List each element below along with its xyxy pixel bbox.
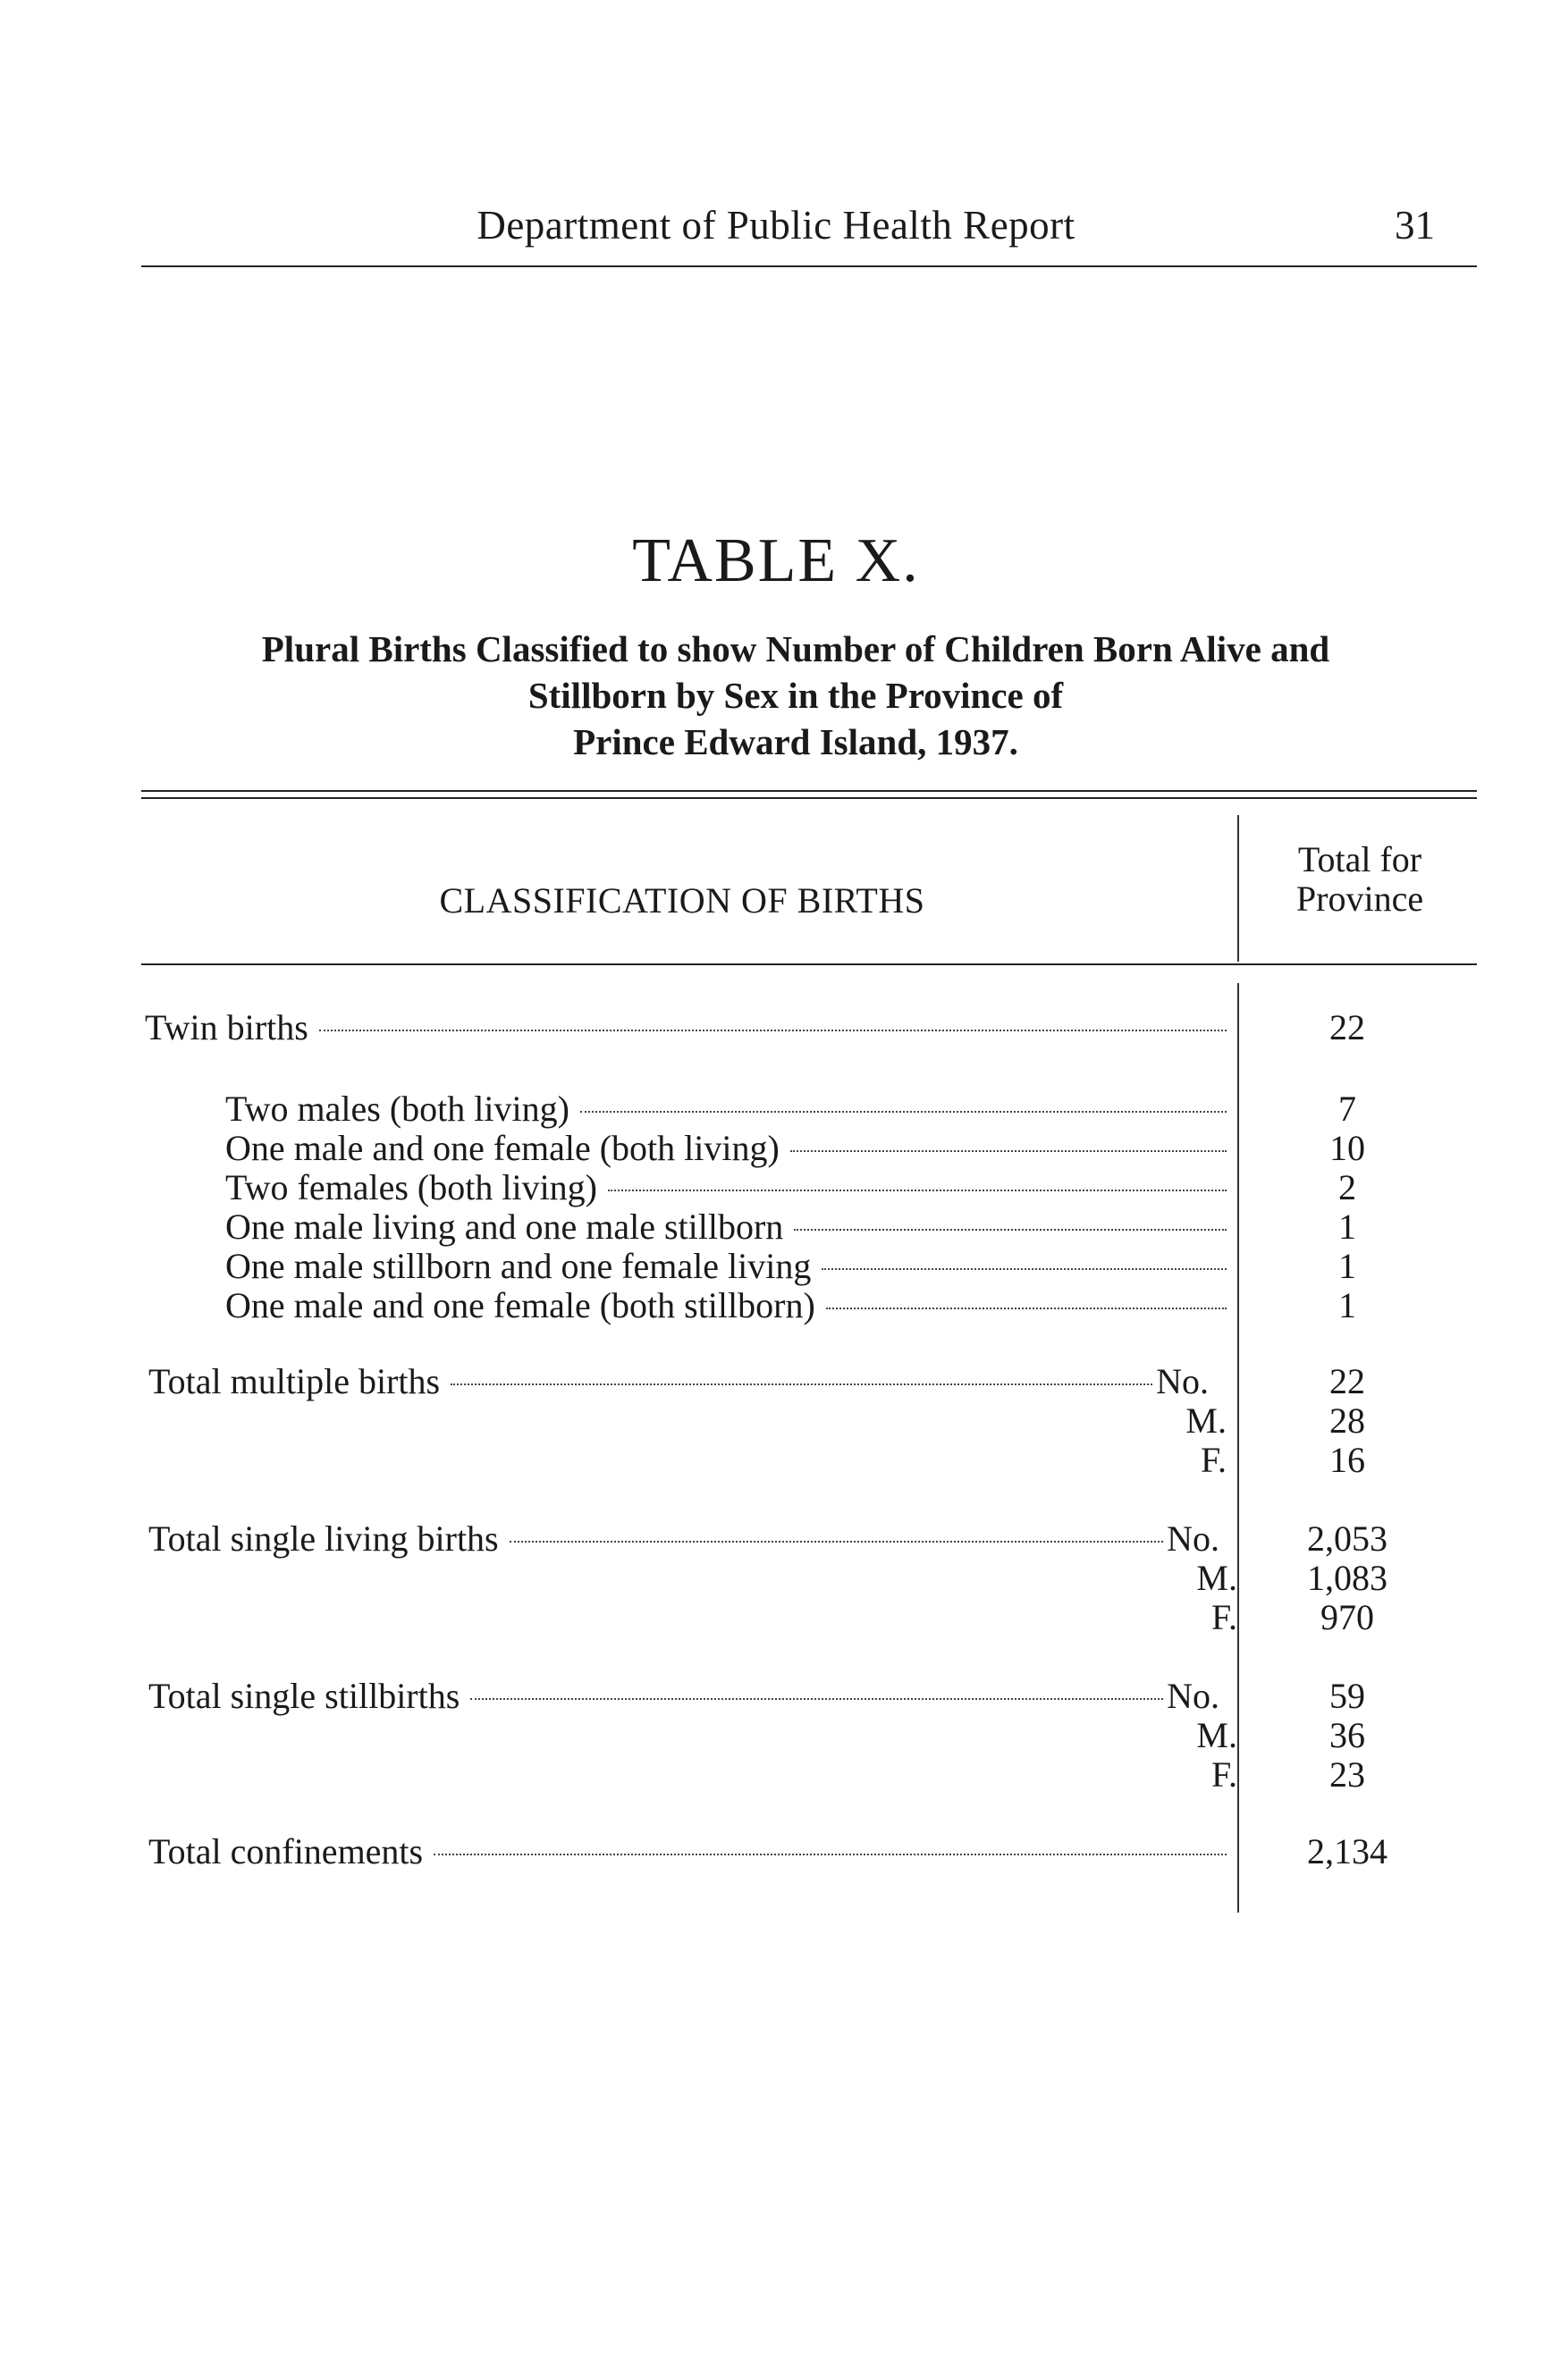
dot-leader bbox=[822, 1268, 1227, 1270]
table-top-rule bbox=[141, 797, 1477, 799]
row-value: 59 bbox=[1329, 1676, 1365, 1716]
dot-leader bbox=[826, 1308, 1227, 1309]
row-label: Two males (both living) bbox=[225, 1089, 569, 1129]
table-row bbox=[225, 1168, 1227, 1207]
row-label: Total confinements bbox=[148, 1831, 424, 1871]
table-top-rule bbox=[141, 790, 1477, 792]
row-value: 36 bbox=[1329, 1715, 1365, 1755]
dot-leader bbox=[434, 1854, 1227, 1855]
column-header-total-line: Province bbox=[1295, 879, 1424, 919]
row-value: 22 bbox=[1329, 1361, 1365, 1401]
sex-label-no: No. bbox=[1167, 1676, 1219, 1716]
column-divider bbox=[1237, 815, 1239, 962]
running-title: Department of Public Health Report bbox=[477, 203, 1075, 248]
sex-label-f: F. bbox=[1210, 1754, 1237, 1795]
subtitle-line: Plural Births Classified to show Number of Children Born Alive and bbox=[261, 628, 1330, 669]
row-value: 22 bbox=[1329, 1007, 1365, 1047]
table-row bbox=[148, 1519, 1219, 1559]
table-row bbox=[145, 1008, 1227, 1047]
row-value: 970 bbox=[1320, 1597, 1374, 1637]
table-row bbox=[225, 1129, 1227, 1168]
row-label: Total multiple births bbox=[148, 1361, 441, 1401]
row-value: 2,053 bbox=[1307, 1518, 1388, 1559]
dot-leader bbox=[580, 1111, 1227, 1113]
table-subtitle bbox=[125, 626, 1466, 765]
row-label: Total single stillbirths bbox=[148, 1676, 460, 1716]
sex-label-f: F. bbox=[1200, 1440, 1227, 1480]
table-row bbox=[225, 1247, 1227, 1286]
column-header-classification: CLASSIFICATION OF BIRTHS bbox=[439, 880, 925, 921]
row-label: Twin births bbox=[145, 1007, 308, 1047]
row-value: 1 bbox=[1338, 1207, 1356, 1247]
row-value: 2 bbox=[1338, 1167, 1356, 1207]
row-value: 1,083 bbox=[1307, 1558, 1388, 1598]
column-header-total-line: Total for bbox=[1297, 839, 1422, 879]
row-value: 28 bbox=[1329, 1400, 1365, 1441]
row-label: Total single living births bbox=[148, 1518, 499, 1559]
dot-leader bbox=[319, 1030, 1227, 1031]
row-label: Two females (both living) bbox=[225, 1167, 597, 1207]
column-divider bbox=[1237, 983, 1239, 1913]
row-label: One male and one female (both stillborn) bbox=[225, 1285, 815, 1325]
row-value: 16 bbox=[1329, 1440, 1365, 1480]
row-value: 2,134 bbox=[1307, 1831, 1388, 1871]
dot-leader bbox=[451, 1383, 1152, 1385]
table-row bbox=[225, 1089, 1227, 1129]
table-row bbox=[225, 1286, 1227, 1325]
sex-label-no: No. bbox=[1156, 1361, 1209, 1401]
subtitle-line: Stillborn by Sex in the Province of bbox=[527, 675, 1064, 716]
sex-label-m: M. bbox=[1196, 1558, 1237, 1598]
table-title: TABLE X. bbox=[632, 526, 920, 595]
table-row bbox=[148, 1677, 1219, 1716]
row-label: One male and one female (both living) bbox=[225, 1128, 780, 1168]
row-label: One male living and one male stillborn bbox=[225, 1207, 784, 1247]
header-rule bbox=[141, 265, 1477, 267]
sex-label-f: F. bbox=[1210, 1597, 1237, 1637]
dot-leader bbox=[790, 1150, 1227, 1152]
dot-leader bbox=[794, 1229, 1227, 1231]
page-number: 31 bbox=[1395, 203, 1435, 248]
row-label: One male stillborn and one female living bbox=[225, 1246, 812, 1286]
table-row bbox=[148, 1832, 1227, 1871]
sex-label-no: No. bbox=[1167, 1518, 1219, 1559]
sex-label-m: M. bbox=[1185, 1400, 1227, 1441]
row-value: 1 bbox=[1338, 1246, 1356, 1286]
row-value: 10 bbox=[1329, 1128, 1365, 1168]
header-bottom-rule bbox=[141, 963, 1477, 965]
row-value: 23 bbox=[1329, 1754, 1365, 1795]
column-header-total bbox=[1243, 840, 1477, 919]
row-value: 7 bbox=[1338, 1089, 1356, 1129]
dot-leader bbox=[470, 1698, 1163, 1700]
dot-leader bbox=[510, 1541, 1163, 1543]
table-row bbox=[148, 1362, 1209, 1401]
dot-leader bbox=[608, 1190, 1227, 1191]
table-row bbox=[225, 1207, 1227, 1247]
row-value: 1 bbox=[1338, 1285, 1356, 1325]
subtitle-line: Prince Edward Island, 1937. bbox=[573, 721, 1018, 762]
sex-label-m: M. bbox=[1196, 1715, 1237, 1755]
